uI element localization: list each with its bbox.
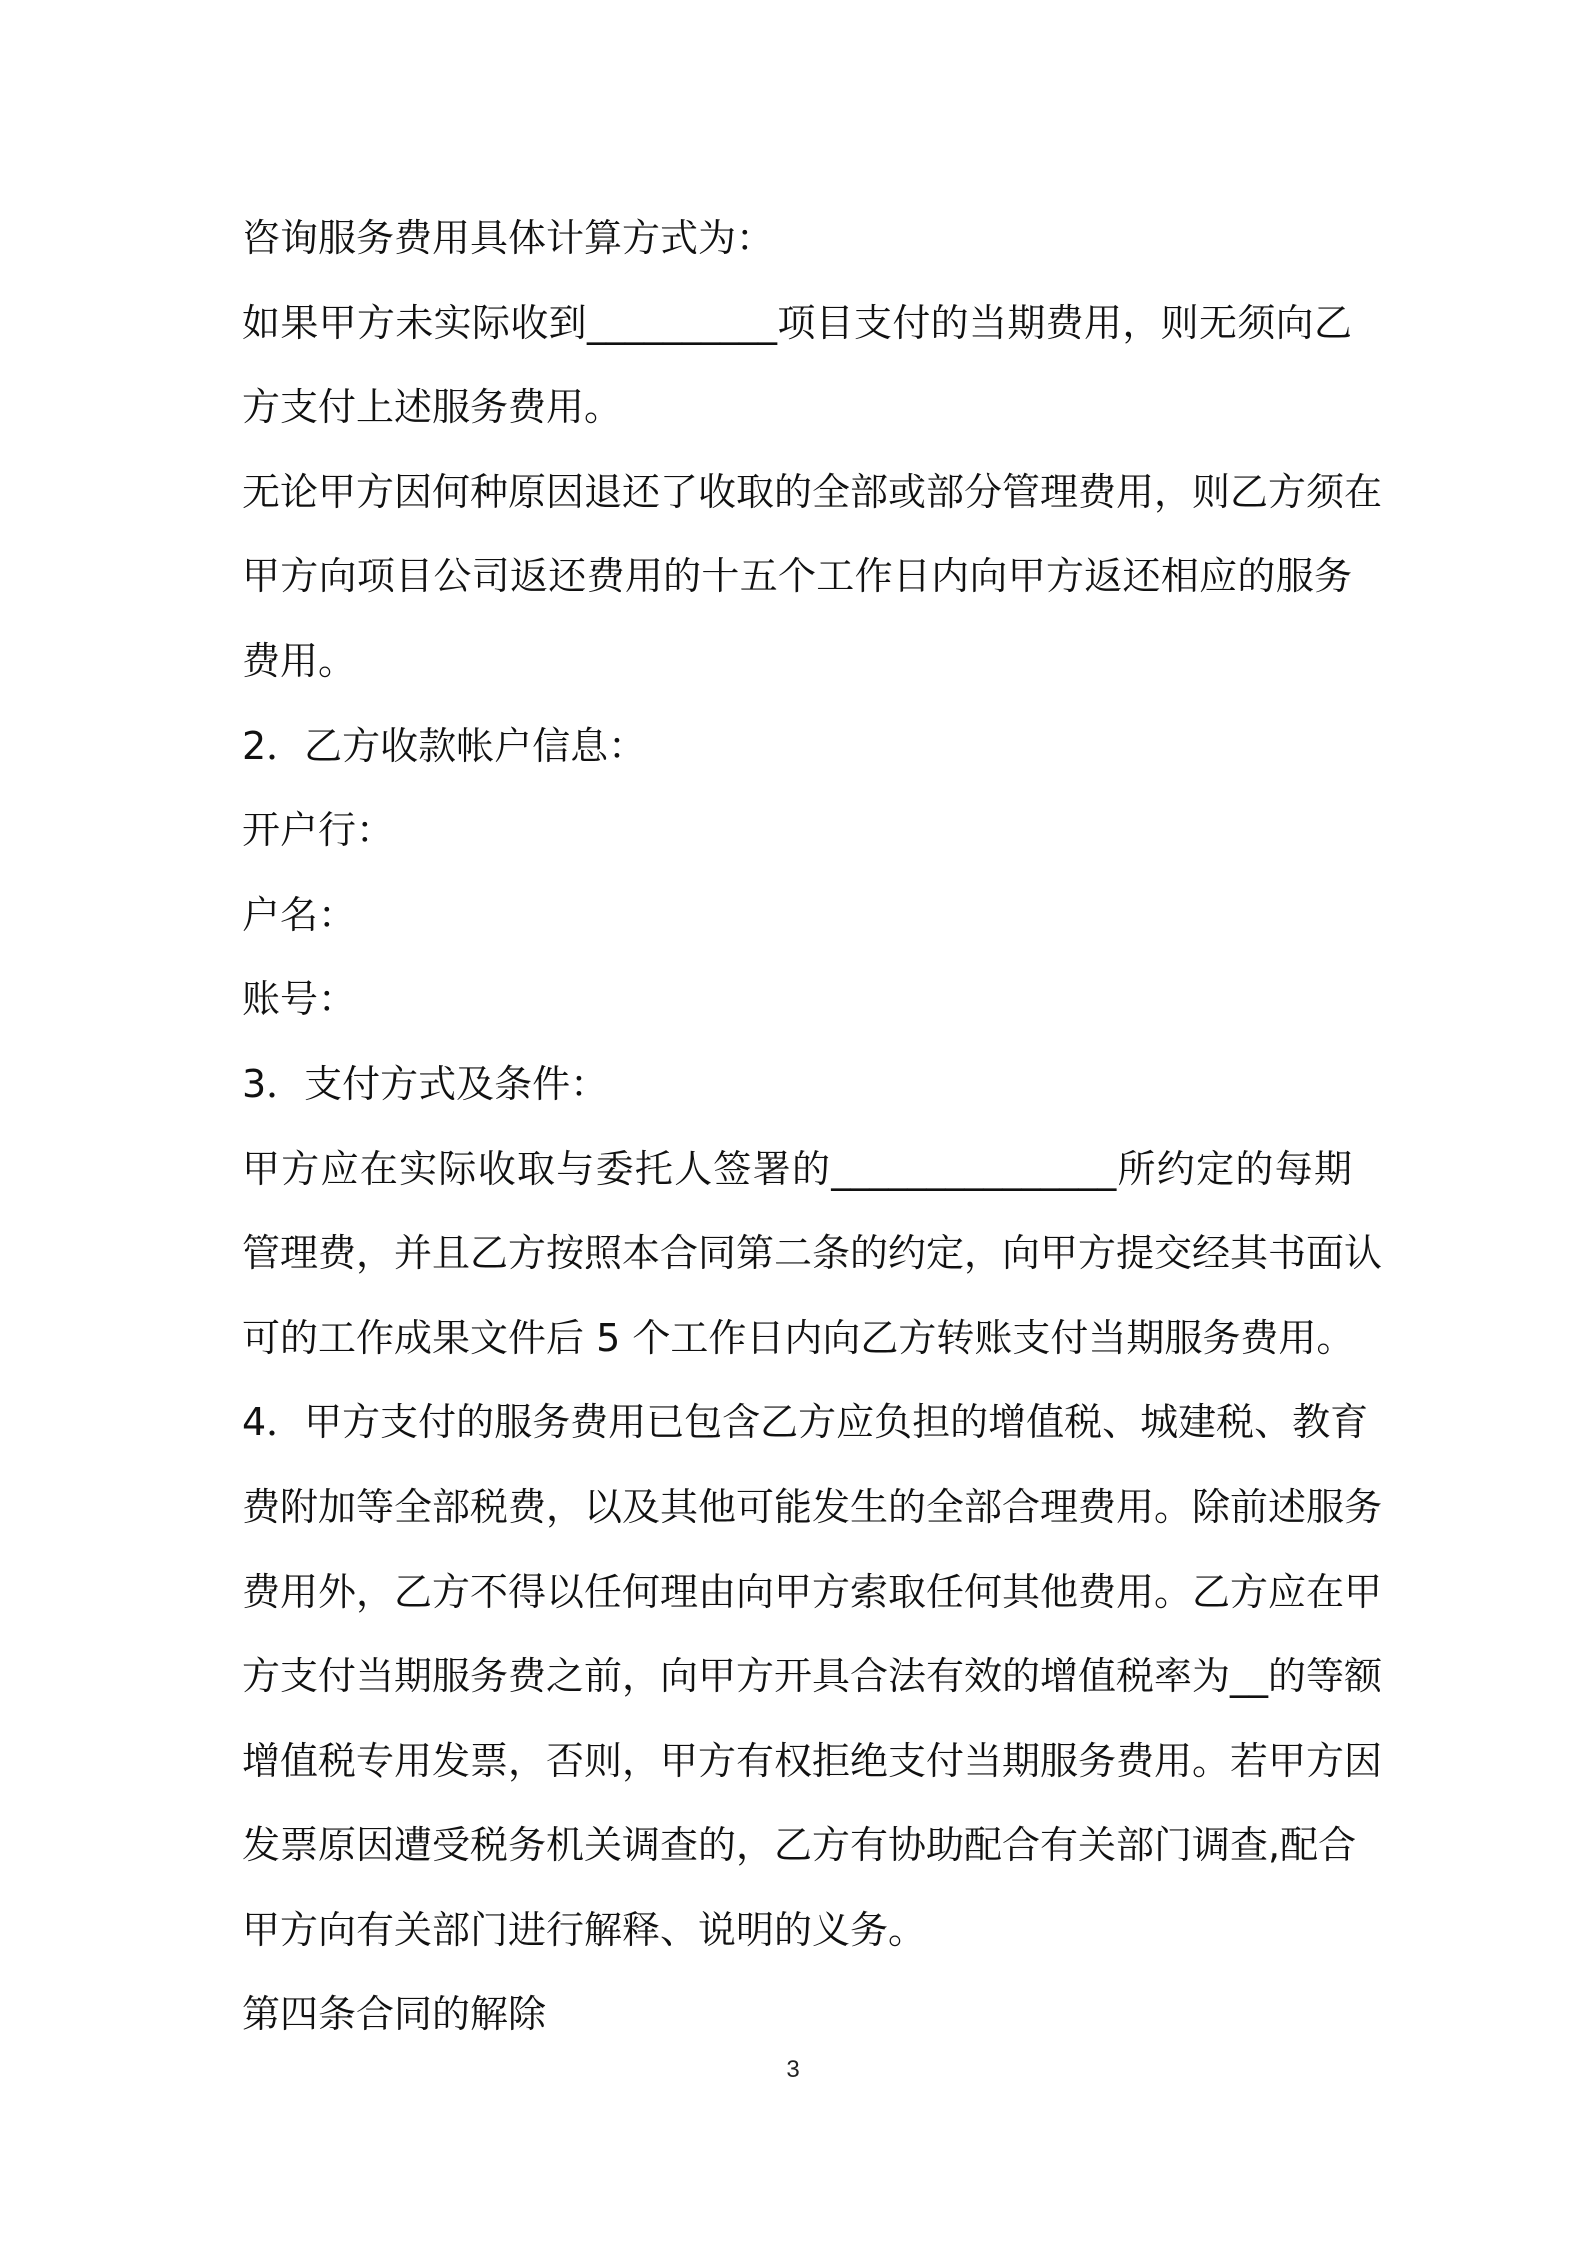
text-line: 费用。 [242, 638, 357, 683]
document-body [242, 196, 1383, 2057]
text-line: 费用外，乙方不得以任何理由向甲方索取任何其他费用。乙方应在甲 [242, 1569, 1383, 1614]
field-label-bank: 开户行： [242, 808, 395, 853]
text-line: 方支付上述服务费用。 [242, 385, 623, 430]
section-heading: 3．支付方式及条件： [242, 1061, 609, 1106]
text-line: 咨询服务费用具体计算方式为： [242, 216, 775, 260]
text-line: 方支付当期服务费之前，向甲方开具合法有效的增值税率为__的等额 [242, 1654, 1383, 1699]
article-heading: 第四条合同的解除 [242, 1992, 547, 2037]
page-number: 3 [786, 2056, 800, 2083]
text-line: 甲方向项目公司返还费用的十五个工作日内向甲方返还相应的服务 [242, 554, 1352, 599]
text-line: 甲方向有关部门进行解释、说明的义务。 [242, 1907, 927, 1952]
text-line: 管理费，并且乙方按照本合同第二条的约定，向甲方提交经其书面认 [242, 1231, 1383, 1276]
text-line: 无论甲方因何种原因退还了收取的全部或部分管理费用，则乙方须在 [242, 469, 1383, 514]
text-line: 费附加等全部税费，以及其他可能发生的全部合理费用。除前述服务 [242, 1484, 1383, 1529]
text-line: 增值税专用发票，否则，甲方有权拒绝支付当期服务费用。若甲方因 [242, 1738, 1383, 1783]
text-line: 可的工作成果文件后 5 个工作日内向乙方转账支付当期服务费用。 [242, 1315, 1355, 1360]
text-line: 如果甲方未实际收到__________项目支付的当期费用，则无须向乙 [242, 300, 1352, 345]
text-line: 发票原因遭受税务机关调查的，乙方有协助配合有关部门调查,配合 [242, 1823, 1357, 1868]
text-line: 4．甲方支付的服务费用已包含乙方应负担的增值税、城建税、教育 [242, 1400, 1369, 1445]
section-heading: 2．乙方收款帐户信息： [242, 723, 647, 768]
field-label-account-number: 账号： [242, 977, 357, 1022]
field-label-account-name: 户名： [242, 892, 357, 937]
text-line: 甲方应在实际收取与委托人签署的_______________所约定的每期 [242, 1146, 1352, 1191]
